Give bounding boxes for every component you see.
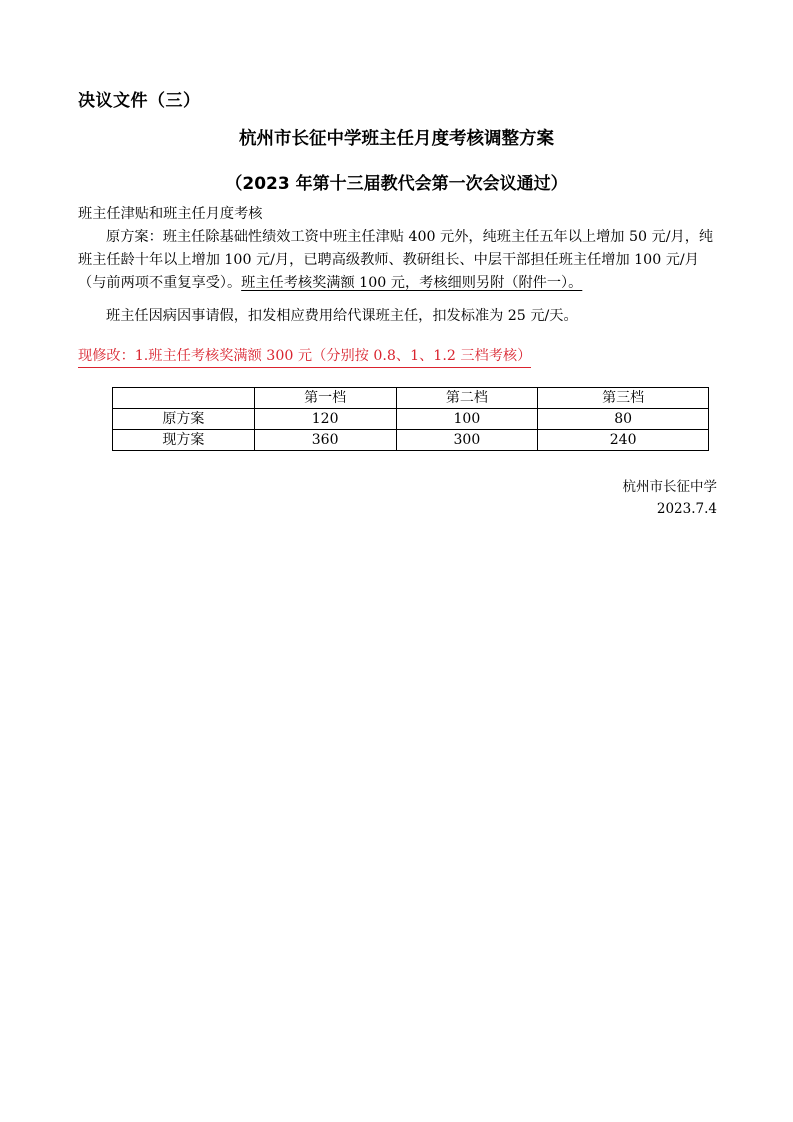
table-cell: 80 (538, 409, 709, 430)
table-header-row (113, 388, 709, 409)
original-plan-text: 原方案：班主任除基础性绩效工资中班主任津贴 400 元外，纯班主任五年以上增加 50 元/月，纯班主任龄十年以上增加 100 元/月，已聘高级教师、教研组长、中层干部担任班主任增加 100 元/月（与前两项不重复享受）。 (78, 229, 714, 291)
table-cell: 300 (396, 430, 538, 451)
signature-organization: 杭州市长征中学 (622, 479, 717, 495)
table-header-cell (113, 388, 255, 409)
table-header-cell: 第二档 (396, 388, 538, 409)
table-cell: 100 (396, 409, 538, 430)
leave-deduction-paragraph: 班主任因病因事请假，扣发相应费用给代课班主任，扣发标准为 25 元/天。 (106, 308, 578, 324)
section-heading: 班主任津贴和班主任月度考核 (78, 206, 263, 222)
table-row (113, 430, 709, 451)
table-row-label: 现方案 (113, 430, 255, 451)
table-row (113, 409, 709, 430)
table-header-cell: 第三档 (538, 388, 709, 409)
document-heading-label: 决议文件（三） (78, 91, 201, 111)
assessment-tier-table (112, 387, 709, 451)
signature-block (623, 476, 718, 520)
signature-date: 2023.7.4 (656, 501, 717, 517)
assessment-bonus-underlined-text: 班主任考核奖满额 100 元，考核细则另附（附件一）。 (241, 275, 583, 291)
revision-notice: 现修改：1.班主任考核奖满额 300 元（分别按 0.8、1、1.2 三档考核） (78, 346, 531, 368)
original-plan-paragraph (78, 226, 718, 295)
table-header-cell: 第一档 (254, 388, 396, 409)
document-title: 杭州市长征中学班主任月度考核调整方案 (239, 129, 554, 149)
table-cell: 120 (254, 409, 396, 430)
document-subtitle: （2023 年第十三届教代会第一次会议通过） (225, 174, 568, 194)
table-cell: 360 (254, 430, 396, 451)
table-cell: 240 (538, 430, 709, 451)
table-row-label: 原方案 (113, 409, 255, 430)
